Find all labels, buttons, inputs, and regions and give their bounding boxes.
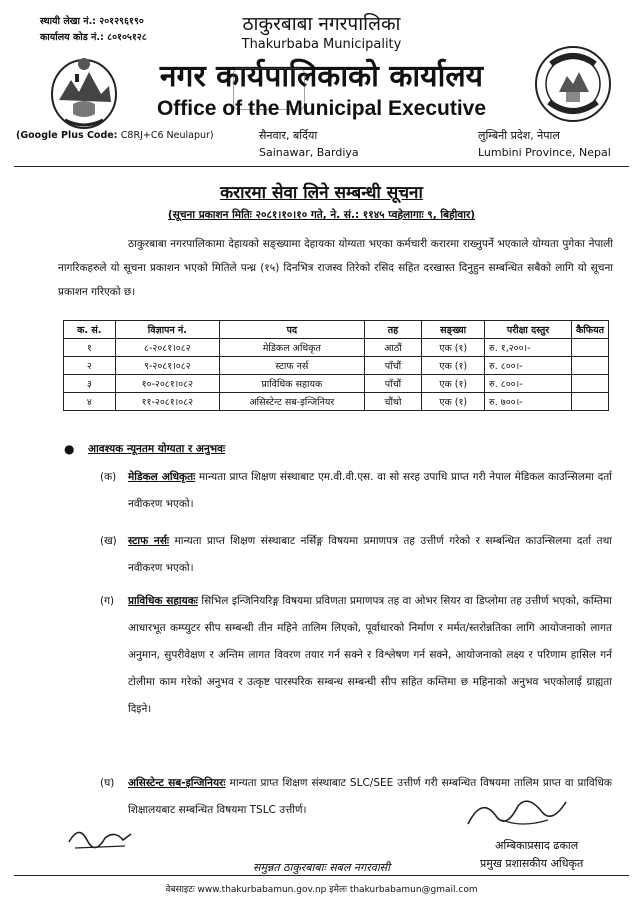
cell-serial: १ bbox=[64, 339, 116, 357]
qualification-item-b bbox=[128, 528, 612, 582]
cell-fee: रु. ७००।- bbox=[485, 393, 572, 411]
qualification-title: स्टाफ नर्सः bbox=[128, 535, 170, 547]
col-header-remarks: कैफियत bbox=[571, 321, 608, 339]
cell-post: मेडिकल अधिकृत bbox=[220, 339, 365, 357]
email-label: इमेलः bbox=[326, 885, 350, 895]
cell-ad-number: १०-२०८१।०८२ bbox=[115, 375, 219, 393]
cell-level: पाँचौं bbox=[364, 357, 422, 375]
footer-contact bbox=[0, 882, 643, 895]
table-row bbox=[64, 357, 609, 375]
signatory-name: अम्बिकाप्रसाद ढकाल bbox=[495, 839, 579, 852]
table-row bbox=[64, 393, 609, 411]
cell-remarks bbox=[571, 357, 608, 375]
qualification-item-a bbox=[128, 464, 612, 518]
header-divider bbox=[14, 166, 629, 167]
notice-intro-paragraph: ठाकुरबाबा नगरपालिकामा देहायको सङ्ख्यामा देहायका योग्यता भएका कर्मचारी करारमा राख्नुपर्ने भएकाले योग्यता पुगेका नेपाली नागरिकहरुले यो सूचना प्रकाशन भएको मितिले पन्ध्र (१५) दिनभित्र राजस्व तिरेको रसिद सहित दरखास्त दिनुहुन सम्बन्धित सबैको लागि यो सूचना प्रकाशन गरिएको छ। bbox=[58, 238, 613, 298]
office-code-value: ८०१०५१२८ bbox=[107, 32, 147, 43]
notice-publication-date: (सूचना प्रकाशन मितिः २०८१।१०।१० गते, ने. सं.: ११४५ प्वहेलागाः ९, बिहीवार) bbox=[167, 209, 476, 221]
table-row bbox=[64, 339, 609, 357]
cell-ad-number: ८-२०८१।०८२ bbox=[115, 339, 219, 357]
cell-fee: रु. ८००।- bbox=[485, 357, 572, 375]
footer-slogan: समुन्नत ठाकुरबाबाः सबल नगरवासी bbox=[253, 861, 390, 874]
cell-fee: रु. ८००।- bbox=[485, 375, 572, 393]
col-header-post: पद bbox=[220, 321, 365, 339]
qualification-title: प्राविधिक सहायकः bbox=[128, 595, 198, 607]
google-plus-code bbox=[16, 130, 214, 141]
cell-count: एक (१) bbox=[422, 339, 485, 357]
office-name-english: Office of the Municipal Executive bbox=[156, 97, 487, 120]
qualification-title: असिस्टेन्ट सब-इन्जिनियरः bbox=[128, 777, 226, 789]
qualification-text: मान्यता प्राप्त शिक्षण संस्थाबाट एम.वी.वी.एस. वा सो सरह उपाधि प्राप्त गरी नेपाल मेडिकल काउन्सिलमा दर्ता नवीकरण भएको। bbox=[128, 471, 613, 510]
col-header-level: तह bbox=[364, 321, 422, 339]
qualification-label-d: (घ) bbox=[100, 777, 115, 789]
email-link[interactable]: thakurbabamun@gmail.com bbox=[349, 885, 478, 895]
left-signature bbox=[65, 820, 135, 858]
cell-ad-number: ११-२०८१।०८२ bbox=[115, 393, 219, 411]
cell-serial: २ bbox=[64, 357, 116, 375]
cell-post: प्राविधिक सहायक bbox=[220, 375, 365, 393]
cell-level: चौंथो bbox=[364, 393, 422, 411]
cell-serial: ३ bbox=[64, 375, 116, 393]
notice-title: करारमा सेवा लिने सम्बन्धी सूचना bbox=[220, 183, 423, 203]
municipality-name-nepali: ठाकुरबाबा नगरपालिका bbox=[242, 13, 401, 35]
qualification-text: मान्यता प्राप्त शिक्षण संस्थाबाट नर्सिङ्ग विषयमा प्रमाणपत्र तह उत्तीर्ण गरेको र सम्बन्धित काउन्सिलमा दर्ता तथा नवीकरण भएको। bbox=[128, 535, 613, 574]
website-label: वेबसाइटः bbox=[165, 885, 198, 895]
google-plus-code-label: (Google Plus Code: bbox=[16, 130, 121, 141]
footer-divider bbox=[14, 875, 629, 876]
address-english: Sainawar, Bardiya bbox=[259, 146, 359, 159]
cell-post: असिस्टेन्ट सब-इन्जिनियर bbox=[220, 393, 365, 411]
col-header-fee: परीक्षा दस्तुर bbox=[485, 321, 572, 339]
qualification-item-c bbox=[128, 588, 612, 723]
province-nepali: लुम्बिनी प्रदेश, नेपाल bbox=[478, 129, 560, 142]
website-link[interactable]: www.thakurbabamun.gov.np bbox=[197, 885, 327, 895]
qualifications-heading: आवश्यक न्यूनतम योग्यता र अनुभवः bbox=[88, 443, 226, 455]
bullet-icon: ● bbox=[64, 442, 75, 456]
office-name-nepali: नगर कार्यपालिकाको कार्यालय bbox=[159, 59, 484, 94]
cell-serial: ४ bbox=[64, 393, 116, 411]
cell-remarks bbox=[571, 375, 608, 393]
cell-remarks bbox=[571, 393, 608, 411]
cell-ad-number: ९-२०८१।०८२ bbox=[115, 357, 219, 375]
qualification-title: मेडिकल अधिकृतः bbox=[128, 471, 196, 483]
cell-count: एक (१) bbox=[422, 357, 485, 375]
cell-remarks bbox=[571, 339, 608, 357]
cell-fee: रु. १,२००।- bbox=[485, 339, 572, 357]
qualification-label-c: (ग) bbox=[100, 595, 115, 607]
cell-level: पाँचौं bbox=[364, 375, 422, 393]
vacancy-table bbox=[63, 320, 609, 411]
cell-level: आठौं bbox=[364, 339, 422, 357]
office-code-label: कार्यालय कोड नं.: bbox=[40, 32, 108, 43]
right-signature bbox=[462, 790, 572, 840]
municipality-name-english: Thakurbaba Municipality bbox=[241, 37, 402, 52]
google-plus-code-value: C8RJ+C6 Neulapur) bbox=[120, 130, 214, 141]
col-header-count: सङ्ख्या bbox=[422, 321, 485, 339]
table-row bbox=[64, 375, 609, 393]
address-nepali: सैनवार, बर्दिया bbox=[259, 129, 318, 142]
col-header-serial: क. सं. bbox=[64, 321, 116, 339]
signatory-designation: प्रमुख प्रशासकीय अधिकृत bbox=[480, 857, 584, 870]
cell-count: एक (१) bbox=[422, 375, 485, 393]
province-english: Lumbini Province, Nepal bbox=[478, 146, 611, 159]
qualification-label-b: (ख) bbox=[100, 535, 117, 547]
cell-count: एक (१) bbox=[422, 393, 485, 411]
qualification-label-a: (क) bbox=[100, 471, 117, 483]
pan-value: २०१२९६१९० bbox=[99, 16, 144, 27]
table-header-row bbox=[64, 321, 609, 339]
qualification-text: सिभिल इन्जिनियरिङ्ग विषयमा प्रविणता प्रमाणपत्र तह वा ओभर सियर वा डिप्लोमा तह उत्तीर्ण भएको, कम्तिमा आधारभूत कम्प्युटर सीप सम्बन्धी तीन महिने तालिम लिएको, पूर्वाधारको निर्माण र मर्मत/स्तरोन्नतिका लागि आयोजनाको लागत अनुमान, सुपरीवेक्षण र अन्तिम लागत विवरण तयार गर्न सक्ने र विश्लेषण गर्न सक्ने, आयोजनाको लक्ष्य र परिणाम हासिल गर्न टोलीमा काम गरेको अनुभव र उत्कृष्ट पारस्परिक सम्बन्ध सम्बन्धी सीप सहित कम्तिमा छ महिनाको अनुभव भएकोलाई ग्राह्यता दिइने। bbox=[128, 595, 612, 715]
cell-post: स्टाफ नर्स bbox=[220, 357, 365, 375]
pan-label: स्थायी लेखा नं.: bbox=[40, 16, 100, 27]
col-header-ad-number: विज्ञापन नं. bbox=[115, 321, 219, 339]
qualification-text: मान्यता प्राप्त शिक्षण संस्थाबाट SLC/SEE उत्तीर्ण गरी सम्बन्धित विषयमा तालिम प्राप्त वा प्राविधिक शिक्षालयबाट सम्बन्धित विषयमा TSLC उत्तीर्ण। bbox=[128, 777, 612, 816]
